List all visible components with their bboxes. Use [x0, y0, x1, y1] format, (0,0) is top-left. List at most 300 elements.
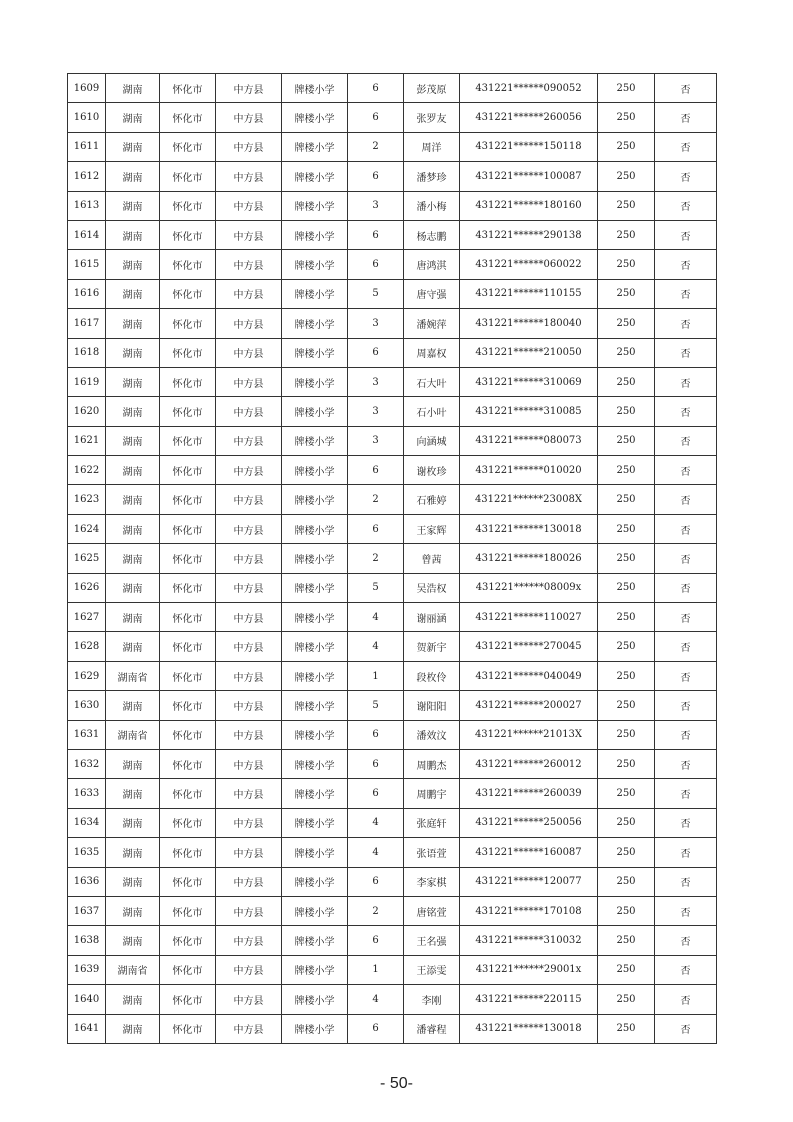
- cell-grade: 1: [348, 955, 404, 984]
- cell-id-number: 431221******090052: [460, 74, 598, 103]
- cell-county: 中方县: [216, 514, 282, 543]
- cell-amount: 250: [598, 749, 655, 778]
- cell-province: 湖南: [106, 603, 160, 632]
- table-row: [68, 191, 717, 220]
- cell-province: 湖南省: [106, 720, 160, 749]
- cell-school: 牌楼小学: [282, 220, 348, 249]
- cell-grade: 6: [348, 720, 404, 749]
- cell-row-index: 1621: [68, 426, 106, 455]
- cell-flag: 否: [655, 309, 717, 338]
- cell-province: 湖南: [106, 279, 160, 308]
- cell-id-number: 431221******08009x: [460, 573, 598, 602]
- cell-flag: 否: [655, 456, 717, 485]
- cell-province: 湖南: [106, 926, 160, 955]
- cell-id-number: 431221******080073: [460, 426, 598, 455]
- cell-province: 湖南: [106, 132, 160, 161]
- cell-city: 怀化市: [160, 749, 216, 778]
- cell-county: 中方县: [216, 309, 282, 338]
- cell-row-index: 1641: [68, 1014, 106, 1043]
- cell-county: 中方县: [216, 162, 282, 191]
- cell-province: 湖南: [106, 838, 160, 867]
- cell-flag: 否: [655, 632, 717, 661]
- cell-city: 怀化市: [160, 926, 216, 955]
- cell-amount: 250: [598, 338, 655, 367]
- cell-flag: 否: [655, 132, 717, 161]
- cell-province: 湖南: [106, 191, 160, 220]
- cell-city: 怀化市: [160, 867, 216, 896]
- cell-id-number: 431221******310069: [460, 367, 598, 396]
- cell-city: 怀化市: [160, 191, 216, 220]
- cell-school: 牌楼小学: [282, 279, 348, 308]
- cell-row-index: 1634: [68, 808, 106, 837]
- cell-grade: 2: [348, 132, 404, 161]
- table-row: [68, 485, 717, 514]
- cell-province: 湖南: [106, 426, 160, 455]
- cell-id-number: 431221******310032: [460, 926, 598, 955]
- cell-id-number: 431221******270045: [460, 632, 598, 661]
- cell-city: 怀化市: [160, 338, 216, 367]
- cell-county: 中方县: [216, 103, 282, 132]
- cell-grade: 6: [348, 926, 404, 955]
- cell-school: 牌楼小学: [282, 103, 348, 132]
- cell-flag: 否: [655, 103, 717, 132]
- cell-row-index: 1616: [68, 279, 106, 308]
- table-row: [68, 632, 717, 661]
- cell-id-number: 431221******290138: [460, 220, 598, 249]
- cell-school: 牌楼小学: [282, 661, 348, 690]
- cell-flag: 否: [655, 603, 717, 632]
- cell-row-index: 1639: [68, 955, 106, 984]
- cell-flag: 否: [655, 661, 717, 690]
- table-row: [68, 162, 717, 191]
- cell-county: 中方县: [216, 779, 282, 808]
- cell-student-name: 潘睿程: [404, 1014, 460, 1043]
- cell-student-name: 张语萱: [404, 838, 460, 867]
- cell-city: 怀化市: [160, 132, 216, 161]
- cell-grade: 5: [348, 279, 404, 308]
- cell-school: 牌楼小学: [282, 397, 348, 426]
- cell-id-number: 431221******130018: [460, 1014, 598, 1043]
- cell-row-index: 1617: [68, 309, 106, 338]
- cell-city: 怀化市: [160, 603, 216, 632]
- cell-grade: 3: [348, 426, 404, 455]
- cell-flag: 否: [655, 808, 717, 837]
- cell-row-index: 1613: [68, 191, 106, 220]
- cell-id-number: 431221******180160: [460, 191, 598, 220]
- cell-flag: 否: [655, 691, 717, 720]
- cell-grade: 1: [348, 661, 404, 690]
- cell-student-name: 李刚: [404, 985, 460, 1014]
- table-row: [68, 544, 717, 573]
- cell-province: 湖南: [106, 896, 160, 925]
- cell-amount: 250: [598, 74, 655, 103]
- roster-body: [68, 74, 717, 1044]
- table-row: [68, 220, 717, 249]
- cell-grade: 4: [348, 808, 404, 837]
- cell-amount: 250: [598, 191, 655, 220]
- cell-school: 牌楼小学: [282, 456, 348, 485]
- cell-student-name: 石小叶: [404, 397, 460, 426]
- cell-grade: 6: [348, 1014, 404, 1043]
- cell-province: 湖南: [106, 1014, 160, 1043]
- cell-county: 中方县: [216, 1014, 282, 1043]
- cell-row-index: 1631: [68, 720, 106, 749]
- cell-student-name: 潘效汶: [404, 720, 460, 749]
- cell-province: 湖南: [106, 309, 160, 338]
- cell-student-name: 谢丽涵: [404, 603, 460, 632]
- cell-province: 湖南: [106, 485, 160, 514]
- cell-flag: 否: [655, 779, 717, 808]
- cell-flag: 否: [655, 279, 717, 308]
- cell-grade: 3: [348, 191, 404, 220]
- cell-county: 中方县: [216, 896, 282, 925]
- cell-student-name: 曾茜: [404, 544, 460, 573]
- table-row: [68, 250, 717, 279]
- cell-grade: 3: [348, 367, 404, 396]
- cell-id-number: 431221******250056: [460, 808, 598, 837]
- cell-row-index: 1610: [68, 103, 106, 132]
- cell-county: 中方县: [216, 250, 282, 279]
- table-row: [68, 573, 717, 602]
- cell-student-name: 向涵城: [404, 426, 460, 455]
- cell-student-name: 周洋: [404, 132, 460, 161]
- cell-student-name: 潘梦珍: [404, 162, 460, 191]
- page-number: - 50-: [380, 1075, 413, 1092]
- cell-grade: 2: [348, 485, 404, 514]
- cell-grade: 6: [348, 220, 404, 249]
- cell-grade: 5: [348, 691, 404, 720]
- cell-amount: 250: [598, 838, 655, 867]
- cell-amount: 250: [598, 132, 655, 161]
- cell-id-number: 431221******110027: [460, 603, 598, 632]
- cell-county: 中方县: [216, 867, 282, 896]
- table-row: [68, 1014, 717, 1043]
- cell-amount: 250: [598, 514, 655, 543]
- cell-amount: 250: [598, 309, 655, 338]
- cell-school: 牌楼小学: [282, 838, 348, 867]
- cell-row-index: 1622: [68, 456, 106, 485]
- cell-flag: 否: [655, 191, 717, 220]
- cell-row-index: 1623: [68, 485, 106, 514]
- cell-province: 湖南: [106, 985, 160, 1014]
- cell-student-name: 李家棋: [404, 867, 460, 896]
- cell-province: 湖南: [106, 338, 160, 367]
- cell-row-index: 1614: [68, 220, 106, 249]
- cell-flag: 否: [655, 220, 717, 249]
- cell-county: 中方县: [216, 955, 282, 984]
- cell-grade: 4: [348, 838, 404, 867]
- cell-province: 湖南: [106, 514, 160, 543]
- cell-grade: 3: [348, 309, 404, 338]
- cell-student-name: 唐铭萱: [404, 896, 460, 925]
- cell-grade: 6: [348, 103, 404, 132]
- cell-student-name: 周鹏杰: [404, 749, 460, 778]
- cell-province: 湖南: [106, 103, 160, 132]
- cell-province: 湖南省: [106, 661, 160, 690]
- cell-grade: 3: [348, 397, 404, 426]
- cell-id-number: 431221******220115: [460, 985, 598, 1014]
- cell-amount: 250: [598, 779, 655, 808]
- cell-city: 怀化市: [160, 397, 216, 426]
- cell-id-number: 431221******160087: [460, 838, 598, 867]
- cell-province: 湖南: [106, 456, 160, 485]
- cell-grade: 6: [348, 338, 404, 367]
- cell-amount: 250: [598, 720, 655, 749]
- cell-flag: 否: [655, 573, 717, 602]
- table-row: [68, 926, 717, 955]
- cell-grade: 6: [348, 74, 404, 103]
- cell-school: 牌楼小学: [282, 367, 348, 396]
- cell-school: 牌楼小学: [282, 1014, 348, 1043]
- cell-county: 中方县: [216, 544, 282, 573]
- cell-flag: 否: [655, 426, 717, 455]
- cell-id-number: 431221******040049: [460, 661, 598, 690]
- cell-county: 中方县: [216, 74, 282, 103]
- cell-id-number: 431221******010020: [460, 456, 598, 485]
- cell-city: 怀化市: [160, 279, 216, 308]
- cell-county: 中方县: [216, 426, 282, 455]
- cell-grade: 4: [348, 985, 404, 1014]
- cell-school: 牌楼小学: [282, 985, 348, 1014]
- table-row: [68, 749, 717, 778]
- cell-row-index: 1625: [68, 544, 106, 573]
- table-row: [68, 367, 717, 396]
- cell-row-index: 1612: [68, 162, 106, 191]
- cell-row-index: 1633: [68, 779, 106, 808]
- cell-school: 牌楼小学: [282, 162, 348, 191]
- cell-amount: 250: [598, 632, 655, 661]
- cell-city: 怀化市: [160, 632, 216, 661]
- cell-province: 湖南: [106, 808, 160, 837]
- cell-id-number: 431221******200027: [460, 691, 598, 720]
- cell-student-name: 潘婉萍: [404, 309, 460, 338]
- cell-student-name: 彭茂原: [404, 74, 460, 103]
- cell-county: 中方县: [216, 632, 282, 661]
- cell-school: 牌楼小学: [282, 720, 348, 749]
- cell-amount: 250: [598, 808, 655, 837]
- cell-school: 牌楼小学: [282, 632, 348, 661]
- cell-amount: 250: [598, 279, 655, 308]
- cell-student-name: 唐守强: [404, 279, 460, 308]
- cell-row-index: 1615: [68, 250, 106, 279]
- cell-grade: 6: [348, 779, 404, 808]
- cell-amount: 250: [598, 985, 655, 1014]
- cell-city: 怀化市: [160, 720, 216, 749]
- cell-school: 牌楼小学: [282, 485, 348, 514]
- cell-school: 牌楼小学: [282, 779, 348, 808]
- cell-grade: 2: [348, 544, 404, 573]
- cell-amount: 250: [598, 367, 655, 396]
- cell-province: 湖南: [106, 162, 160, 191]
- cell-student-name: 潘小梅: [404, 191, 460, 220]
- cell-county: 中方县: [216, 720, 282, 749]
- cell-grade: 6: [348, 749, 404, 778]
- table-row: [68, 779, 717, 808]
- cell-row-index: 1626: [68, 573, 106, 602]
- cell-amount: 250: [598, 485, 655, 514]
- cell-id-number: 431221******130018: [460, 514, 598, 543]
- table-row: [68, 338, 717, 367]
- cell-province: 湖南: [106, 74, 160, 103]
- cell-grade: 4: [348, 603, 404, 632]
- cell-province: 湖南: [106, 573, 160, 602]
- cell-city: 怀化市: [160, 573, 216, 602]
- cell-id-number: 431221******180026: [460, 544, 598, 573]
- cell-city: 怀化市: [160, 779, 216, 808]
- cell-id-number: 431221******260039: [460, 779, 598, 808]
- cell-city: 怀化市: [160, 838, 216, 867]
- cell-amount: 250: [598, 1014, 655, 1043]
- cell-id-number: 431221******060022: [460, 250, 598, 279]
- cell-county: 中方县: [216, 573, 282, 602]
- table-row: [68, 691, 717, 720]
- cell-county: 中方县: [216, 749, 282, 778]
- cell-row-index: 1611: [68, 132, 106, 161]
- cell-grade: 6: [348, 250, 404, 279]
- cell-county: 中方县: [216, 485, 282, 514]
- cell-row-index: 1635: [68, 838, 106, 867]
- cell-school: 牌楼小学: [282, 926, 348, 955]
- cell-student-name: 吴浩权: [404, 573, 460, 602]
- cell-school: 牌楼小学: [282, 691, 348, 720]
- cell-county: 中方县: [216, 926, 282, 955]
- table-row: [68, 955, 717, 984]
- cell-row-index: 1619: [68, 367, 106, 396]
- cell-city: 怀化市: [160, 220, 216, 249]
- cell-id-number: 431221******180040: [460, 309, 598, 338]
- cell-county: 中方县: [216, 338, 282, 367]
- table-row: [68, 867, 717, 896]
- cell-amount: 250: [598, 426, 655, 455]
- table-row: [68, 103, 717, 132]
- cell-city: 怀化市: [160, 162, 216, 191]
- cell-county: 中方县: [216, 985, 282, 1014]
- table-row: [68, 132, 717, 161]
- cell-school: 牌楼小学: [282, 808, 348, 837]
- cell-city: 怀化市: [160, 544, 216, 573]
- cell-flag: 否: [655, 250, 717, 279]
- cell-amount: 250: [598, 955, 655, 984]
- cell-student-name: 石雅婷: [404, 485, 460, 514]
- cell-flag: 否: [655, 896, 717, 925]
- cell-city: 怀化市: [160, 367, 216, 396]
- cell-county: 中方县: [216, 191, 282, 220]
- cell-school: 牌楼小学: [282, 955, 348, 984]
- cell-student-name: 谢阳阳: [404, 691, 460, 720]
- cell-province: 湖南: [106, 220, 160, 249]
- cell-city: 怀化市: [160, 514, 216, 543]
- cell-school: 牌楼小学: [282, 514, 348, 543]
- cell-id-number: 431221******260012: [460, 749, 598, 778]
- cell-city: 怀化市: [160, 250, 216, 279]
- cell-county: 中方县: [216, 220, 282, 249]
- cell-amount: 250: [598, 603, 655, 632]
- cell-row-index: 1620: [68, 397, 106, 426]
- cell-amount: 250: [598, 397, 655, 426]
- table-row: [68, 896, 717, 925]
- cell-province: 湖南: [106, 367, 160, 396]
- cell-flag: 否: [655, 397, 717, 426]
- cell-flag: 否: [655, 367, 717, 396]
- cell-school: 牌楼小学: [282, 867, 348, 896]
- cell-flag: 否: [655, 74, 717, 103]
- cell-id-number: 431221******23008X: [460, 485, 598, 514]
- cell-student-name: 段枚伶: [404, 661, 460, 690]
- cell-city: 怀化市: [160, 955, 216, 984]
- cell-student-name: 谢枚珍: [404, 456, 460, 485]
- table-row: [68, 397, 717, 426]
- cell-student-name: 张罗友: [404, 103, 460, 132]
- cell-grade: 4: [348, 632, 404, 661]
- cell-student-name: 唐鸿淇: [404, 250, 460, 279]
- cell-grade: 5: [348, 573, 404, 602]
- table-row: [68, 808, 717, 837]
- cell-province: 湖南: [106, 749, 160, 778]
- cell-amount: 250: [598, 250, 655, 279]
- cell-school: 牌楼小学: [282, 74, 348, 103]
- cell-county: 中方县: [216, 132, 282, 161]
- cell-amount: 250: [598, 162, 655, 191]
- cell-id-number: 431221******100087: [460, 162, 598, 191]
- cell-row-index: 1630: [68, 691, 106, 720]
- table-row: [68, 603, 717, 632]
- table-row: [68, 309, 717, 338]
- cell-county: 中方县: [216, 603, 282, 632]
- cell-school: 牌楼小学: [282, 191, 348, 220]
- cell-city: 怀化市: [160, 485, 216, 514]
- cell-flag: 否: [655, 162, 717, 191]
- cell-amount: 250: [598, 926, 655, 955]
- table-row: [68, 985, 717, 1014]
- cell-county: 中方县: [216, 808, 282, 837]
- cell-flag: 否: [655, 338, 717, 367]
- cell-city: 怀化市: [160, 896, 216, 925]
- cell-row-index: 1632: [68, 749, 106, 778]
- cell-city: 怀化市: [160, 691, 216, 720]
- cell-county: 中方县: [216, 397, 282, 426]
- cell-city: 怀化市: [160, 309, 216, 338]
- cell-school: 牌楼小学: [282, 603, 348, 632]
- cell-amount: 250: [598, 896, 655, 925]
- cell-id-number: 431221******29001x: [460, 955, 598, 984]
- cell-province: 湖南: [106, 250, 160, 279]
- cell-student-name: 周鹏宇: [404, 779, 460, 808]
- cell-row-index: 1638: [68, 926, 106, 955]
- cell-student-name: 石大叶: [404, 367, 460, 396]
- student-roster-table: [67, 73, 717, 1044]
- cell-amount: 250: [598, 456, 655, 485]
- cell-student-name: 杨志鹏: [404, 220, 460, 249]
- cell-row-index: 1629: [68, 661, 106, 690]
- cell-row-index: 1637: [68, 896, 106, 925]
- cell-student-name: 张庭轩: [404, 808, 460, 837]
- cell-flag: 否: [655, 867, 717, 896]
- cell-flag: 否: [655, 985, 717, 1014]
- cell-row-index: 1636: [68, 867, 106, 896]
- cell-flag: 否: [655, 544, 717, 573]
- cell-student-name: 贺新宇: [404, 632, 460, 661]
- cell-school: 牌楼小学: [282, 426, 348, 455]
- table-row: [68, 720, 717, 749]
- cell-id-number: 431221******170108: [460, 896, 598, 925]
- cell-city: 怀化市: [160, 808, 216, 837]
- cell-id-number: 431221******260056: [460, 103, 598, 132]
- cell-province: 湖南省: [106, 955, 160, 984]
- cell-county: 中方县: [216, 367, 282, 396]
- cell-grade: 6: [348, 456, 404, 485]
- cell-flag: 否: [655, 720, 717, 749]
- cell-county: 中方县: [216, 661, 282, 690]
